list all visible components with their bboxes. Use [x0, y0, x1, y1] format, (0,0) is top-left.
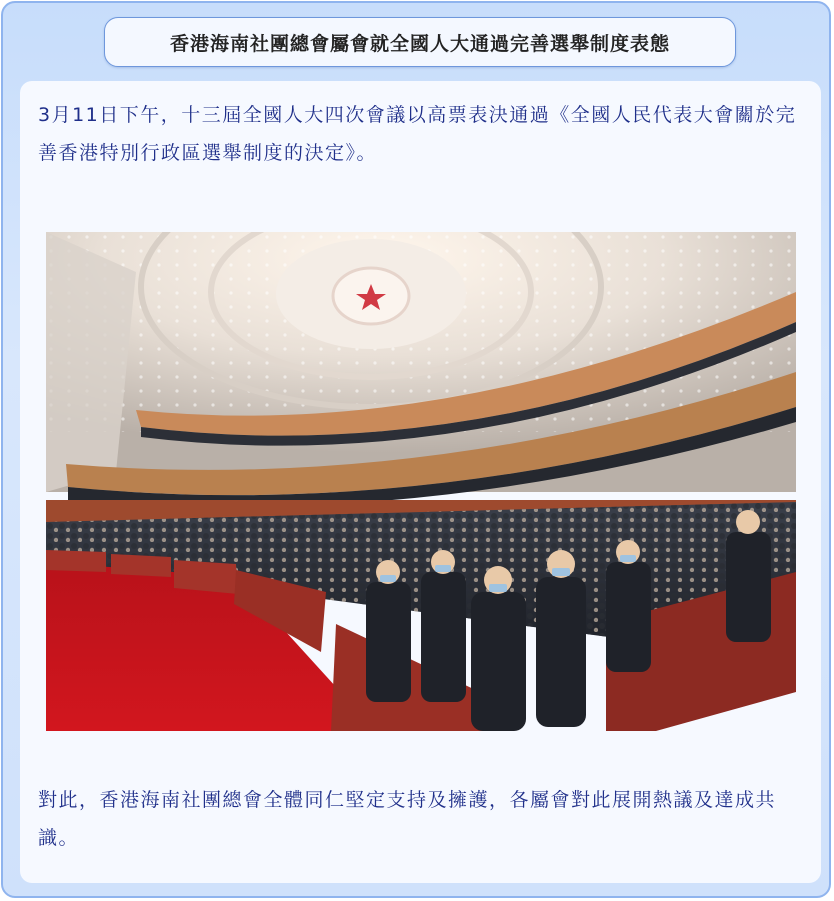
title-banner: [104, 17, 736, 67]
poster-frame: [1, 1, 831, 898]
content-card: [20, 81, 821, 883]
assembly-hall-photo: [46, 232, 796, 731]
page-title: 香港海南社團總會屬會就全國人大通過完善選舉制度表態: [169, 32, 670, 55]
closing-paragraph: 對此，香港海南社團總會全體同仁堅定支持及擁護，各屬會對此展開熱議及達成共識。: [38, 789, 777, 849]
intro-paragraph: 3月11日下午，十三屆全國人大四次會議以高票表決通過《全國人民代表大會關於完善香港特別行政區選舉制度的決定》。: [38, 104, 797, 164]
